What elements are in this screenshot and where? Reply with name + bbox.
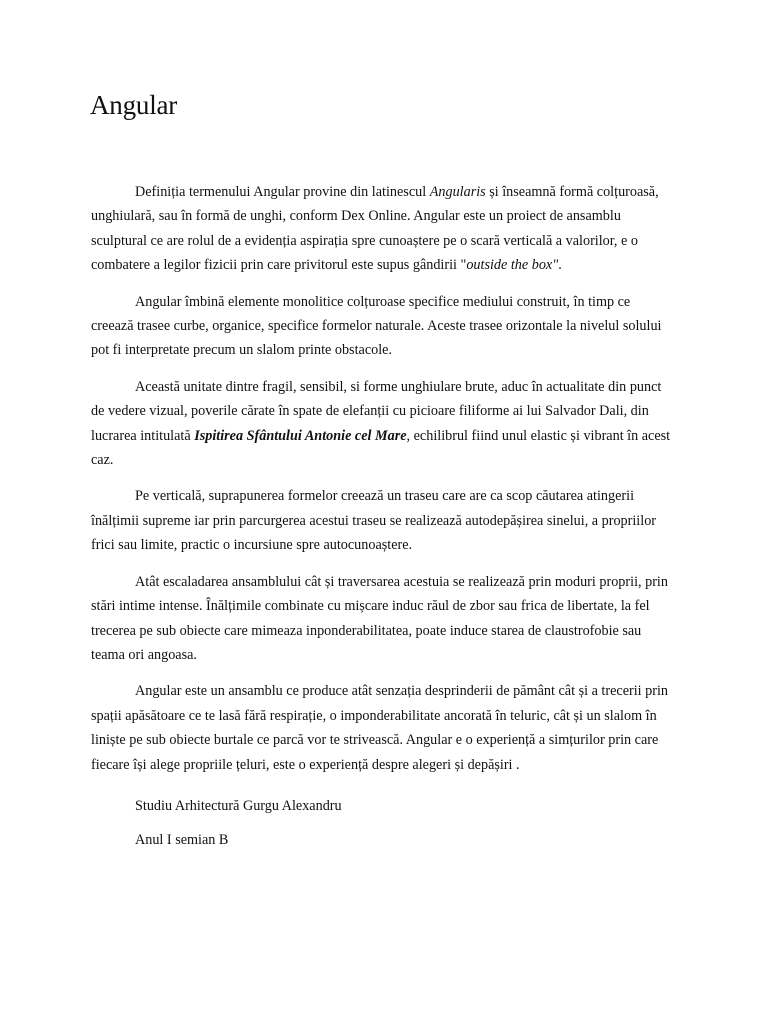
paragraph-5 [91,570,675,668]
italic-quote: outside the box" [466,257,559,274]
paragraph-text: , echilibrul fiind unul elastic și vibrant în acest caz. [91,427,671,469]
paragraph-text: Angular este un ansamblu ce produce atât senzația desprinderii de pământ cât și a trecerii prin spații apăsătoare ce te lasă fără respirație, o imponderabilitate ancorată în teluric, cât și un slalom în liniște pe sub obiecte burtale ce parcă vor te strivească. Angular e o experiență a simțurilor prin care fiecare își alege propriile țeluri, este o experiență despre alegeri și depășiri . [91,683,668,773]
paragraph-text: Această unitate dintre fragil, sensibil, si forme unghiulare brute, aduc în actualitate din punct de vedere vizual, poverile cărate în spate de elefanții cu picioare filiforme ai lui Salvador Dali, din lucrarea intitulată [91,378,662,444]
paragraph-3 [91,375,675,473]
signature-block [135,794,635,862]
paragraph-text: . [558,257,562,274]
paragraph-text: Angular îmbină elemente monolitice colțuroase specifice mediului construit, în timp ce creează trasee curbe, organice, specifice formelor naturale. Aceste trasee orizontale la nivelul solului pot fi interpretate precum un slalom printe obstacole. [91,293,662,359]
paragraph-text: și înseamnă formă colțuroasă, unghiulară, sau în formă de unghi, conform Dex Online. Angular este un proiect de ansamblu sculptural ce are rolul de a evidenția aspirația spre cunoaștere pe o scară verticală a valorilor, e o combatere a legilor fizicii prin care privitorul este supus gândirii " [91,184,659,274]
document-body [91,180,675,789]
paragraph-text: Pe verticală, suprapunerea formelor creează un traseu care are ca scop căutarea atingerii înălțimii supreme iar prin parcurgerea acestui traseu se realizează autodepășirea sinelui, a propriilor frici sau limite, practic o incursiune spre autocunoaștere. [91,488,657,554]
document-title: Angular [90,90,178,120]
paragraph-1 [91,180,675,278]
paragraph-text: Definiția termenului Angular provine din latinescul [135,184,430,200]
paragraph-6 [91,679,675,777]
paragraph-2 [91,290,675,363]
author-line: Studiu Arhitectură Gurgu Alexandru [135,798,342,814]
artwork-title: Ispitirea Sfântului Antonie cel Mare [194,427,407,444]
italic-term: Angularis [429,184,486,200]
paragraph-text: Atât escaladarea ansamblului cât și traversarea acestuia se realizează prin moduri proprii, prin stări intime intense. Înălțimile combinate cu mișcare induc răul de zbor sau frica de libertate, la fel trecerea pe sub obiecte care mimeaza inponderabilitatea, poate induce starea de claustrofobie sau teama ori angoasa. [91,573,668,663]
year-line: Anul I semian B [135,832,229,848]
paragraph-4 [91,484,675,557]
